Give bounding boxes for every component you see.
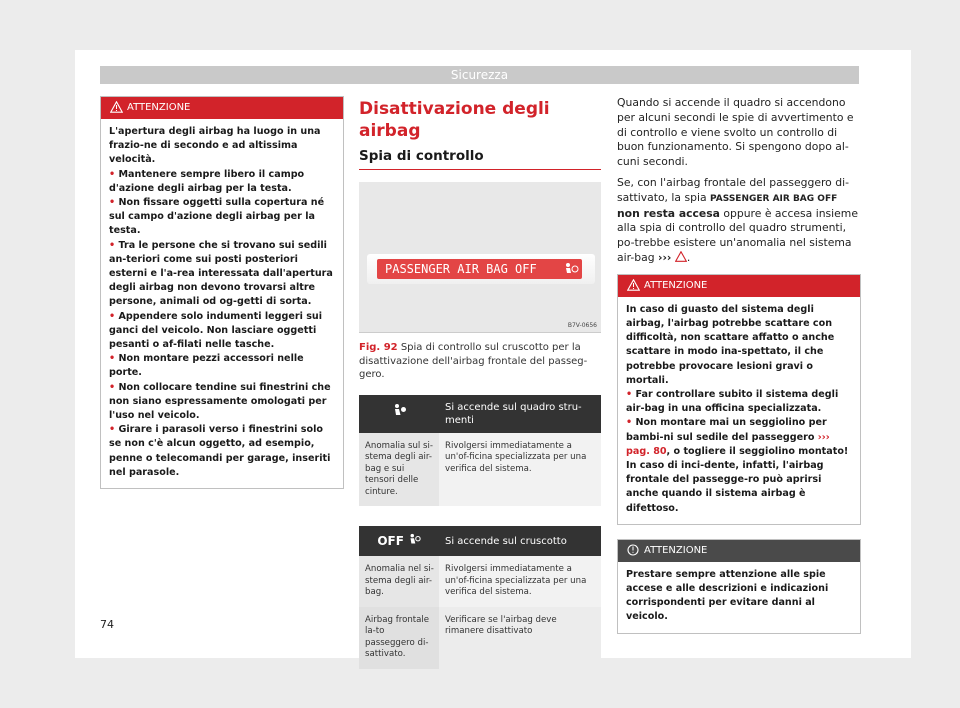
indicator-table-dashboard <box>359 526 601 669</box>
figure-caption <box>359 341 601 382</box>
table-cell-cause: Anomalia sul si-stema degli air-bag e sui tensori delle cinture. <box>359 433 439 507</box>
table-cell-action: Rivolgersi immediatamente a un'of-ficina specializzata per una verifica del sistema. <box>439 433 601 507</box>
notice-title: ATTENZIONE <box>644 544 708 556</box>
paragraph: Quando si accende il quadro si accendono per alcuni secondi le spie di avvertimento e di controllo e viene svolto un controllo di buon funzionamento. Si spengono dopo al-cuni secondi. <box>617 96 854 169</box>
column-middle <box>359 96 601 669</box>
table-cell-action: Verificare se l'airbag deve rimanere disattivato <box>439 607 601 669</box>
warning-bullet: • Tra le persone che si trovano sui sedili an-teriori come sui posti posteriori esterni e l'a-rea interessata dall'apertura degli airbag non devono trovarsi altre persone, animali od og-getti di sorta. <box>109 239 333 308</box>
warning-bullet: • Girare i parasoli verso i finestrini solo se non c'è alcun oggetto, ad esempio, penne o telecomandi per garage, inseriti nel parasole. <box>109 424 331 478</box>
warning-title: ATTENZIONE <box>127 102 191 113</box>
bullet-icon: • <box>109 310 119 322</box>
page-link[interactable]: ››› pag. 80 <box>626 431 830 457</box>
cross-reference-arrow: ››› <box>658 250 672 264</box>
warning-triangle-icon <box>627 279 640 291</box>
figure-caption-text: Spia di controllo sul cruscotto per la disattivazione dell'airbag frontale del passeg-gero. <box>359 342 588 380</box>
warning-bullet: • Appendere solo indumenti leggeri sui ganci del veicolo. Non lasciare oggetti pesanti o af-filati nelle tasche. <box>109 310 323 351</box>
off-icon-label: OFF <box>377 533 404 548</box>
table-row <box>359 556 601 607</box>
bullet-icon: • <box>109 353 119 365</box>
table-header <box>359 395 601 433</box>
figure-code: B7V-0656 <box>567 322 597 329</box>
airbag-off-icon <box>407 533 421 547</box>
table-row <box>359 607 601 669</box>
column-left <box>100 96 344 489</box>
indicator-table-instruments <box>359 395 601 507</box>
passenger-airbag-off-indicator: PASSENGER AIR BAG OFF <box>377 259 582 279</box>
page-number: 74 <box>100 618 114 631</box>
table-row <box>359 433 601 507</box>
section-header: Sicurezza <box>100 66 859 84</box>
warning-title: ATTENZIONE <box>644 279 708 291</box>
bullet-icon: • <box>626 388 636 400</box>
bullet-icon: • <box>109 197 119 209</box>
warning-body <box>101 119 343 488</box>
passenger-airbag-off-symbol: PASSENGER AIR BAG OFF <box>710 193 838 204</box>
table-header-icon-cell <box>359 526 439 556</box>
table-header-text: Si accende sul quadro stru-menti <box>445 401 582 426</box>
table-cell-cause: Airbag frontale la-to passeggero di-sattivato. <box>359 607 439 669</box>
page-title: Disattivazione degli airbag <box>359 99 550 141</box>
warning-body <box>618 297 860 524</box>
warning-bullet: • Far controllare subito il sistema degli air-bag in una officina specializzata. <box>626 388 839 415</box>
warning-header <box>618 275 860 297</box>
warning-box <box>617 274 861 525</box>
bullet-icon: • <box>109 381 119 393</box>
info-circle-icon <box>627 544 639 556</box>
notice-box <box>617 539 861 634</box>
warning-bullet: • Non montare pezzi accessori nelle porte. <box>109 353 304 379</box>
table-header-text: Si accende sul cruscotto <box>445 535 567 547</box>
notice-header <box>618 540 860 562</box>
warning-intro: In caso di guasto del sistema degli airbag, l'airbag potrebbe scattare con difficoltà, non scattare affatto o anche scattare in modo ina-spettato, il che potrebbe provocare lesioni gravi o mortali. <box>626 303 835 386</box>
warning-triangle-icon[interactable] <box>675 251 687 262</box>
warning-bullet: • Mantenere sempre libero il campo d'azione degli airbag per la testa. <box>109 168 305 194</box>
figure-number: Fig. 92 <box>359 342 398 353</box>
notice-body: Prestare sempre attenzione alle spie accese e alle descrizioni e indicazioni corrispondenti per evitare danni al veicolo. <box>626 568 829 623</box>
airbag-warning-icon <box>391 403 407 419</box>
table-cell-action: Rivolgersi immediatamente a un'of-ficina specializzata per una verifica del sistema. <box>439 556 601 607</box>
section-subtitle: Spia di controllo <box>359 148 601 170</box>
warning-bullet: • Non fissare oggetti sulla copertura né sul campo d'azione degli airbag per la testa. <box>109 197 325 237</box>
bullet-icon: • <box>109 239 119 251</box>
body-text <box>617 96 861 266</box>
warning-intro: L'apertura degli airbag ha luogo in una frazio-ne di secondo e ad altissima velocità. <box>109 126 321 166</box>
warning-bullet: • Non montare mai un seggiolino per bambi-ni sul sedile del passeggero ››› pag. 80, o togliere il seggiolino montato! In caso di inci-dente, infatti, l'airbag frontale del passegge-ro può aprirsi anche quando il sistema airbag è difettoso. <box>626 417 849 514</box>
warning-triangle-icon <box>110 101 123 113</box>
dashboard-panel <box>367 254 595 284</box>
warning-box <box>100 96 344 489</box>
table-cell-cause: Anomalia nel si-stema degli air-bag. <box>359 556 439 607</box>
figure-image <box>359 182 601 333</box>
table-header <box>359 526 601 556</box>
warning-header <box>101 97 343 119</box>
airbag-seat-icon <box>563 262 579 276</box>
bullet-icon: • <box>109 424 119 436</box>
warning-bullet: • Non collocare tendine sui finestrini che non siano espressamente omologati per l'uso nel veicolo. <box>109 381 331 422</box>
table-header-icon-cell <box>359 395 439 433</box>
bullet-icon: • <box>626 417 636 429</box>
column-right <box>617 96 861 634</box>
paragraph: Se, con l'airbag frontale del passeggero di-sattivato, la spia PASSENGER AIR BAG OFF non resta accesa oppure è accesa insieme alla spia di controllo del quadro strumenti, po-trebbe esistere un'anomalia nel sistema air-bag ››› . <box>617 175 858 264</box>
bullet-icon: • <box>109 168 119 180</box>
